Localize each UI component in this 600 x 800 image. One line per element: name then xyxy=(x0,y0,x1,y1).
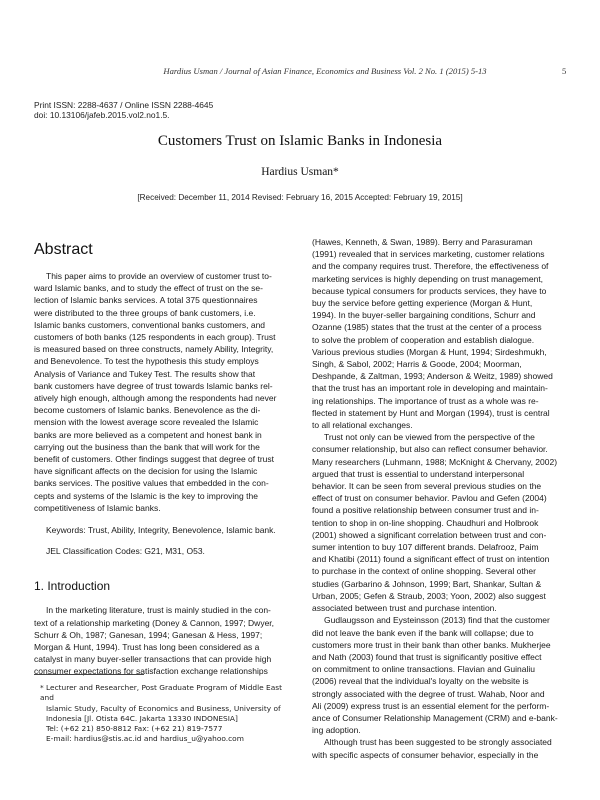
footnote-line: E-mail: hardius@stis.ac.id and hardius_u@yahoo.com xyxy=(46,734,244,744)
footnote-line: * Lecturer and Researcher, Post Graduate Program of Middle East and xyxy=(40,683,282,703)
issn-line: Print ISSN: 2288-4637 / Online ISSN 2288-4645 xyxy=(34,100,214,110)
article-dates: [Received: December 11, 2014 Revised: February 16, 2015 Accepted: February 19, 2015] xyxy=(137,193,463,202)
body-paragraph: Gudlaugsson and Eysteinsson (2013) find that the customer did not leave the bank even if the bank will collapse; due to customers more trust in their bank than other banks. Mukherjee and Nath (2003) found that trust is significantly positive effect on commitment to online transactions. Flavian and Guinaliu (2006) reveal that the individual's loyalty on the website is strongly associated with the degree of trust. Wahab, Noor and Ali (2009) express trust is an essential element for the perform- ance of Consumer Relationship Management (CRM) and e-bank- ing adoption. xyxy=(312,615,558,736)
introduction-paragraph: In the marketing literature, trust is mainly studied in the con- text of a relationship marketing (Doney & Cannon, 1997; Dwyer, Schurr & Oh, 1987; Ganesan, 1994; Ganesan & Hess, 1997; Morgan & Hunt, 1994). Trust has long been considered as a catalyst in many buyer-seller transactions that can provide high consumer expectations for satisfaction exchange relationships xyxy=(34,605,275,677)
footnote-line: Islamic Study, Faculty of Economics and Business, University of xyxy=(46,703,281,713)
article-author: Hardius Usman* xyxy=(261,166,339,178)
footnote-text xyxy=(34,683,290,745)
keywords-label: Keywords xyxy=(46,525,84,536)
body-paragraph: (Hawes, Kenneth, & Swan, 1989). Berry and Parasuraman (1991) revealed that in services marketing, customer relations and the company requires trust. Therefore, the effectiveness of marketing services is highly depending on trust management, because typical consumers for products services, they have to buy the service before getting experience (Morgan & Hunt, 1994). In the buyer-seller bargaining conditions, Schurr and Ozanne (1985) states that the trust at the center of a process to solve the problem of cooperation and establish dialogue. Various previous studies (Morgan & Hunt, 1994; Sirdeshmukh, Singh, & Sabol, 2002; Harris & Goode, 2004; Moorman, Deshpande, & Zaltman, 1993; Anderson & Weitz, 1989) showed that the trust has an important role in developing and maintain- ing relationships. The importance of trust as a whole was re- flected in statement by Hunt and Morgan (1994), trust is central to all relational exchanges. xyxy=(312,237,553,431)
body-paragraph: Although trust has been suggested to be strongly associated with specific aspects of consumer behavior, especially in the xyxy=(312,737,552,760)
running-header: Hardius Usman / Journal of Asian Finance, Economics and Business Vol. 2 No. 1 (2015) 5-13 xyxy=(163,66,487,76)
footnote-line: Indonesia [Jl. Otista 64C. Jakarta 13330 INDONESIA] xyxy=(46,713,238,723)
abstract-body: This paper aims to provide an overview of customer trust to- ward Islamic banks, and to study the effect of trust on the se- lection of Islamic banks services. A total 375 questionnaires were distributed to the three groups of bank customers, i.e. Islamic banks customers, conventional banks customers, and customers of both banks (125 respondents in each group). Trust is measured based on three constructs, namely Ability, Integrity, and Benevolence. To test the hypothesis this study employs Analysis of Variance and Tukey Test. The results show that bank customers have degree of trust towards Islamic banks rel- atively high enough, although among the respondents had never become customers of Islamic banks. Benevolence as the di- mension with the lowest average score revealed the Islamic banks are more believed as a competent and honest bank in carrying out the business than the bank that will work for the benefit of customers. Other findings suggest that degree of trust have significant affects on the decision for using the Islamic banks services. The positive values that embedded in the con- cepts and systems of the Islamic is the key to improving the competitiveness of Islamic banks. xyxy=(34,271,277,513)
publication-meta xyxy=(34,100,213,120)
body-paragraph: Trust not only can be viewed from the perspective of the consumer relationship, but also can reflect consumer behavior. Many researchers (Luhmann, 1988; McKnight & Chervany, 2002) argued that trust is essential to understand interpersonal behavior. It can be seen from several previous studies on the effect of trust on consumer behavior. Pavlou and Gefen (2004) found a positive relationship between consumer trust and in- tention to shop in on-line shopping. Chaudhuri and Holbrook (2001) showed a significant correlation between trust and con- sumer intention to buy 107 different brands. Delafrooz, Paim and Khatibi (2011) found a significant effect of trust on intention to purchase in the context of online shopping. Several other studies (Garbarino & Johnson, 1999; Bart, Shankar, Sultan & Urban, 2005; Gefen & Straub, 2003; Yoon, 2002) also suggest associated between trust and purchase intention. xyxy=(312,432,558,614)
footnote-line: Tel: (+62 21) 850-8812 Fax: (+62 21) 819-7577 xyxy=(46,724,223,734)
section-heading-introduction: 1. Introduction xyxy=(34,579,111,594)
left-column xyxy=(34,240,290,678)
author-footnote xyxy=(34,674,290,745)
jel-label: JEL Classification Codes xyxy=(46,546,140,557)
page-number: 5 xyxy=(562,66,567,76)
abstract-heading: Abstract xyxy=(34,241,93,258)
keywords-line xyxy=(34,524,290,536)
jel-line xyxy=(34,545,290,557)
doi-line: doi: 10.13106/jafeb.2015.vol2.no1.5. xyxy=(34,110,170,120)
right-column xyxy=(312,236,566,761)
keywords-value: : Trust, Ability, Integrity, Benevolence, Islamic bank. xyxy=(83,525,276,536)
article-title: Customers Trust on Islamic Banks in Indonesia xyxy=(157,133,443,149)
jel-value: : G21, M31, O53. xyxy=(139,546,205,557)
footnote-rule xyxy=(34,674,144,675)
